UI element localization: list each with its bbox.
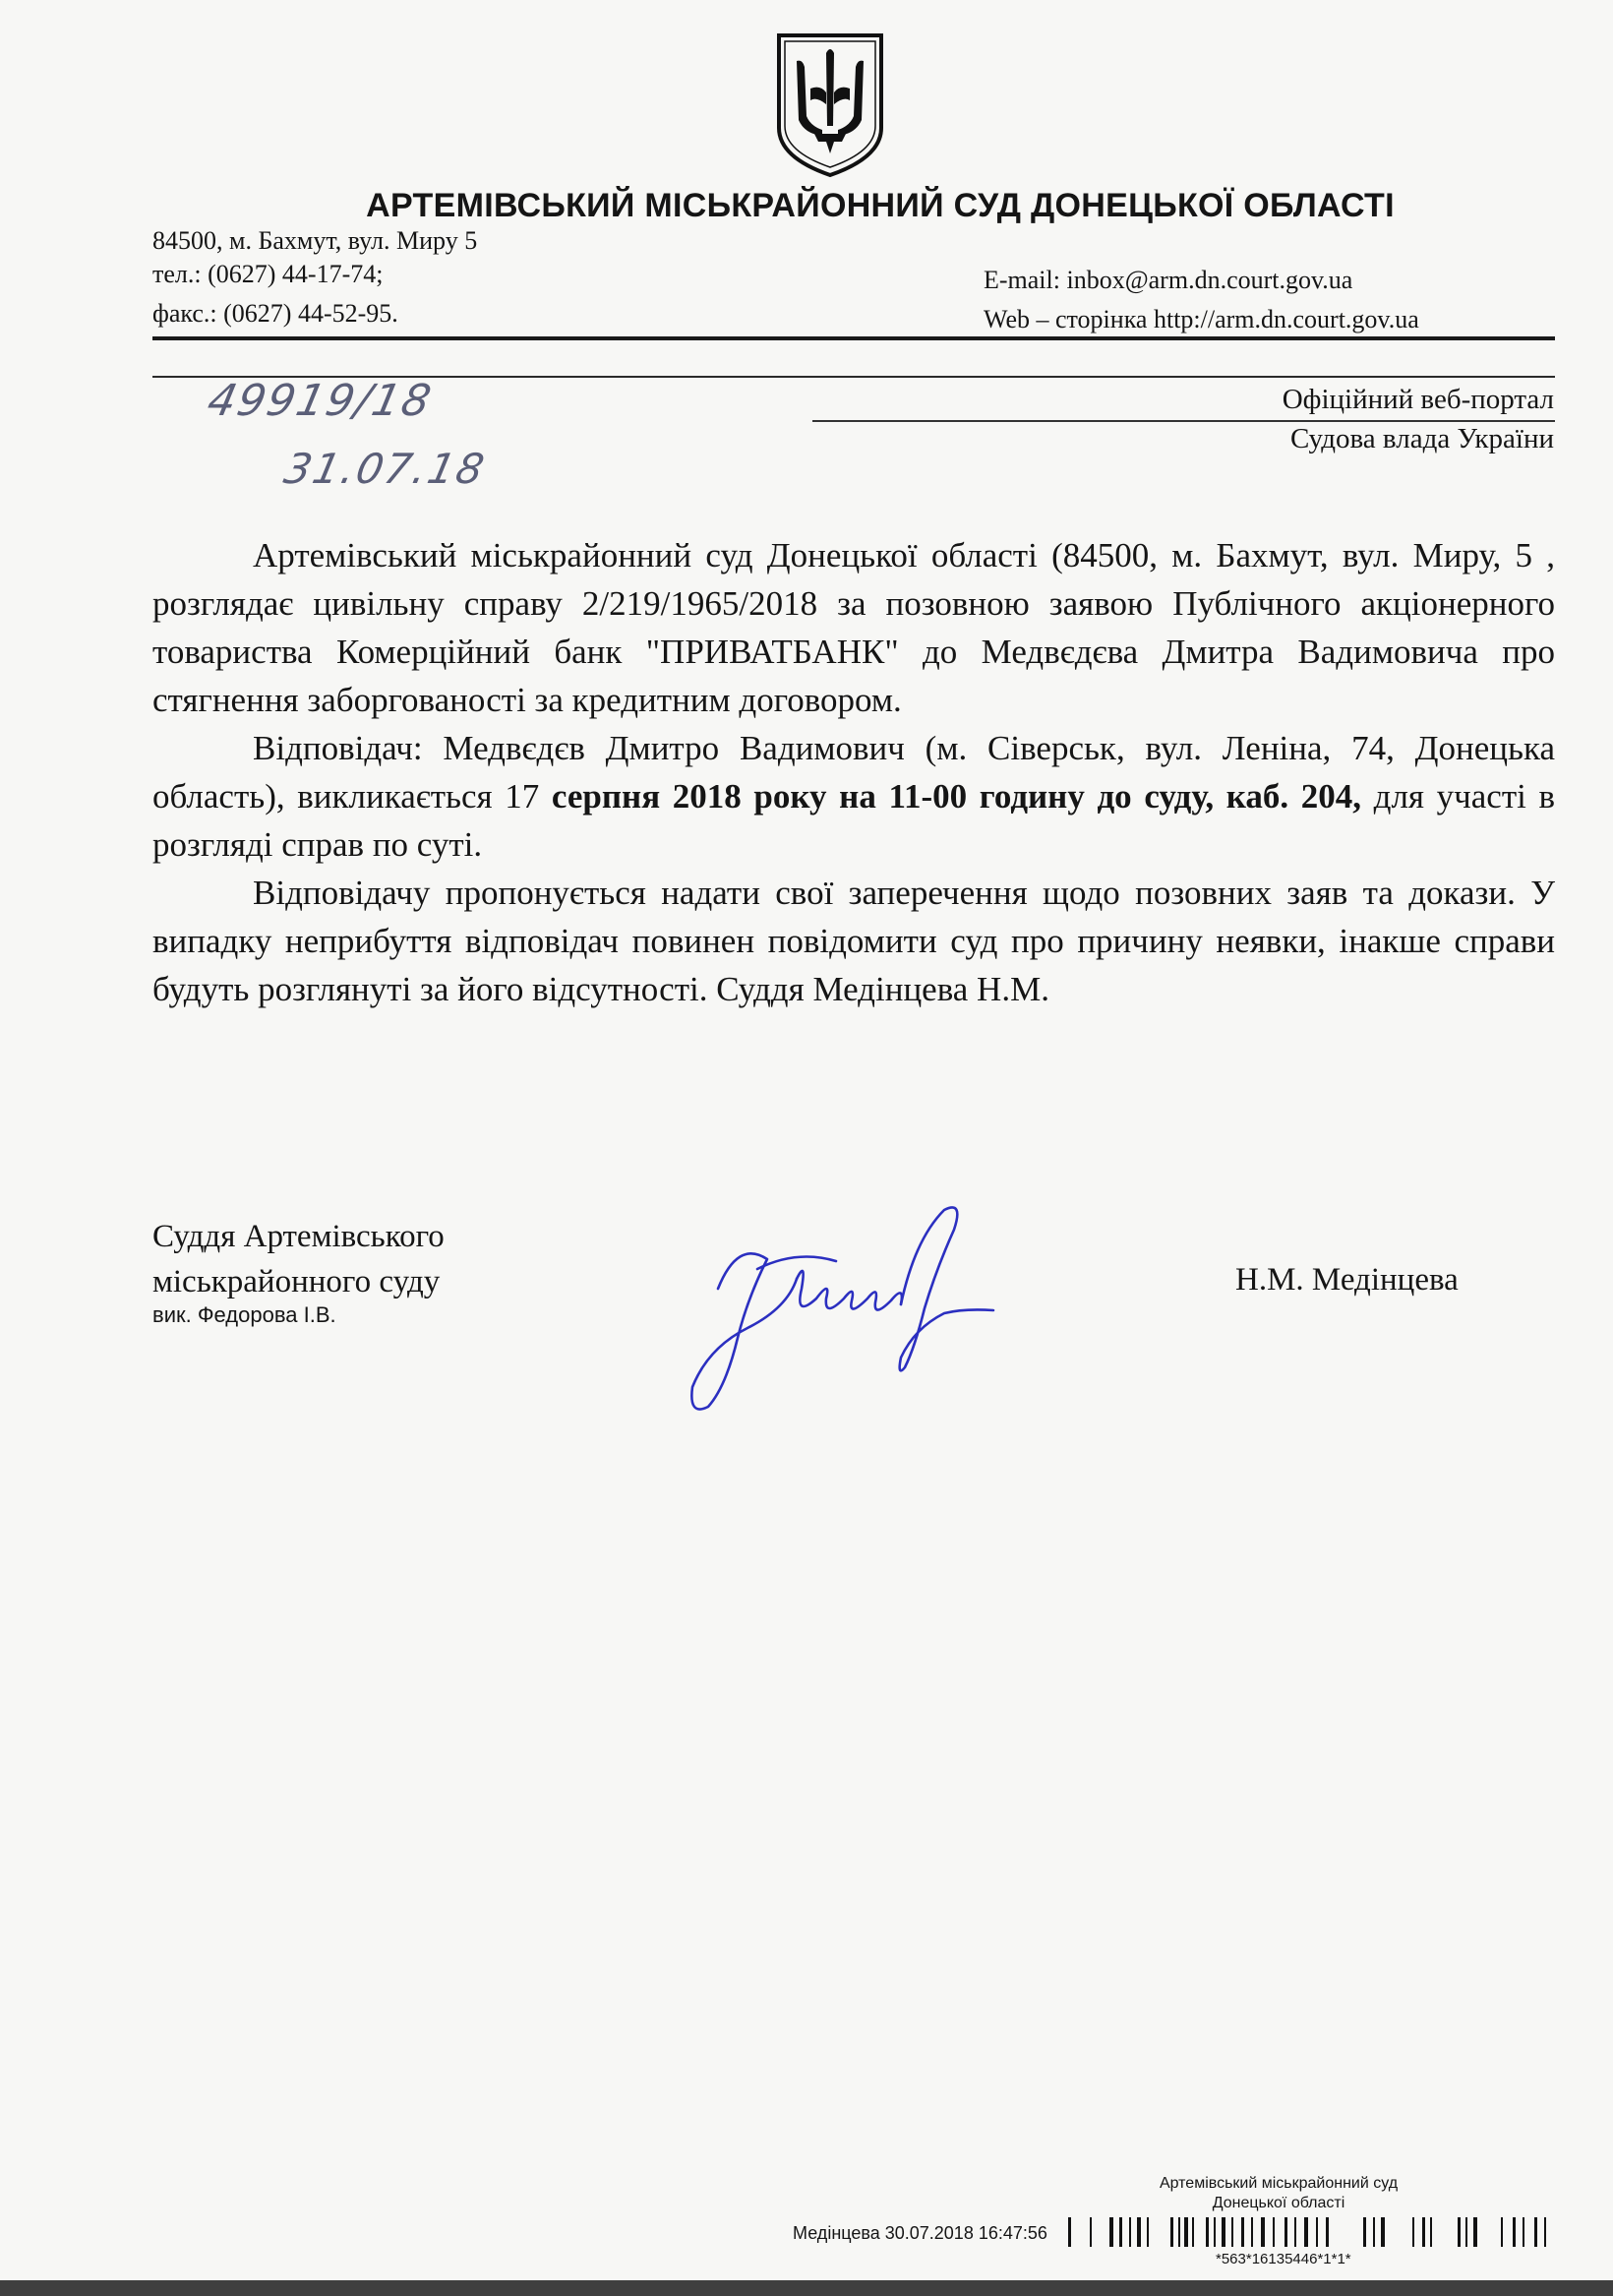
summons-date-time: серпня 2018 року на 11-00 годину до суду, каб. 204, — [551, 777, 1362, 816]
recipient-underline — [812, 420, 1555, 422]
letter-body — [152, 531, 1555, 1013]
court-email: E-mail: inbox@arm.dn.court.gov.ua — [984, 266, 1353, 294]
registry-stamp: Медінцева 30.07.2018 16:47:56 — [793, 2223, 1047, 2243]
handwritten-reg-date: 31.07.18 — [279, 445, 491, 493]
judge-name: Н.М. Медінцева — [1235, 1262, 1459, 1298]
body-paragraph-3: Відповідачу пропонується надати свої заперечення щодо позовних заяв та докази. У випадку неприбуття відповідач повинен повідомити суд про причину неявки, інакше справи будуть розглянуті за його відсутності. Суддя Медінцева Н.М. — [152, 874, 1555, 1008]
signatory-title — [152, 1214, 445, 1304]
recipient-line-1: Офіційний веб-портал — [1282, 384, 1554, 415]
court-name-title: АРТЕМІВСЬКИЙ МІСЬКРАЙОННИЙ СУД ДОНЕЦЬКОЇ ОБЛАСТІ — [366, 187, 1395, 224]
court-website: Web – сторінка http://arm.dn.court.gov.ua — [984, 305, 1419, 333]
court-phone: тел.: (0627) 44-17-74; — [152, 260, 384, 288]
executor-name: вик. Федорова І.В. — [152, 1302, 336, 1327]
header-divider-thick — [152, 336, 1555, 340]
body-paragraph-1: Артемівський міськрайонний суд Донецької області (84500, м. Бахмут, вул. Миру, 5 , розглядає цивільну справу 2/219/1965/2018 за позовною заявою Публічного акціонерного товариства Комерційний банк "ПРИВАТБАНК" до Медвєдєва Дмитра Вадимовича про стягнення заборгованості за кредитним договором. — [152, 536, 1555, 719]
tryzub-icon — [771, 31, 889, 179]
handwritten-reg-number: 49919/18 — [203, 376, 438, 426]
body-paragraph-2 — [152, 724, 1555, 869]
footer-organization — [1131, 2174, 1426, 2213]
recipient-line-2: Судова влада України — [1289, 423, 1554, 454]
footer-org-line-2: Донецької області — [1212, 2195, 1345, 2211]
footer-org-line-1: Артемівський міськрайонний суд — [1159, 2175, 1399, 2192]
barcode-icon — [1068, 2217, 1550, 2247]
body-paragraph-2-text-a: Відповідач: Медвєдєв Дмитро Вадимович (м. Сіверськ, вул. Леніна, 74, Донецька область), викликається 17 — [152, 729, 1555, 816]
signatory-title-line-1: Суддя Артемівського — [152, 1219, 445, 1254]
barcode-number: *563*16135446*1*1* — [1216, 2251, 1351, 2267]
court-address: 84500, м. Бахмут, вул. Миру 5 — [152, 226, 478, 255]
handwritten-signature — [679, 1180, 1033, 1426]
signatory-title-line-2: міськрайонного суду — [152, 1264, 441, 1299]
body-paragraph-2-text-b: для участі в розгляді справ по суті. — [152, 777, 1556, 864]
court-fax: факс.: (0627) 44-52-95. — [152, 299, 398, 328]
scan-bottom-edge — [0, 2280, 1613, 2296]
